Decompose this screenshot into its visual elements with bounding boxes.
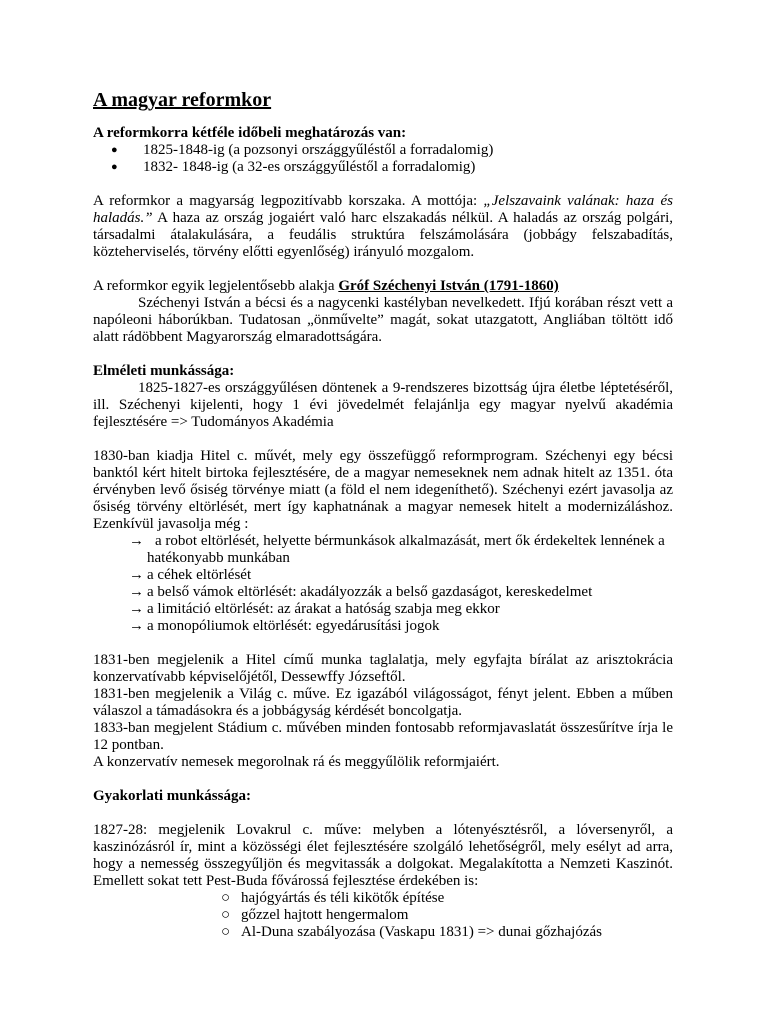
person-name: Gróf Széchenyi István (1791-1860) bbox=[338, 278, 559, 294]
arrow-item: → a limitáció eltörlését: az árakat a hatóság szabja meg ekkor bbox=[129, 601, 500, 617]
arrow-item: → a céhek eltörlését bbox=[129, 567, 252, 583]
paragraph-akademia: 1825-1827-es országgyűlésen döntenek a 9-rendszeres bizottság újra életbe léptetéséről, ill. Széchenyi kijelenti, hogy 1 évi jövedelmét felajánlja egy magyar nyelvű akadémia fejlesztésére => Tudományos Akadémia bbox=[93, 380, 673, 430]
section-heading-gyakorlati: Gyakorlati munkássága: bbox=[93, 788, 251, 804]
paragraph-taglalat: 1831-ben megjelenik a Hitel című munka taglalatja, mely egyfajta bírálat az arisztokrácia konzervatívabb képviselőjétől, Dessewffy Józseftől. bbox=[93, 652, 673, 685]
arrow-item: → a robot eltörlését, helyette bérmunkások alkalmazását, mert ők érdekeltek lennének a hatékonyabb munkában bbox=[129, 533, 665, 566]
paragraph-szechenyi-intro bbox=[93, 278, 673, 295]
arrow-icon: → bbox=[129, 584, 144, 600]
paragraph-motto bbox=[93, 193, 673, 261]
paragraph-hitel: 1830-ban kiadja Hitel c. művét, mely egy összefüggő reformprogram. Széchenyi egy bécsi banktól kért hitelt birtoka fejlesztésére, de a magyar nemeseknek nem adnak hitelt az 1351. óta érvényben levő ősiség törvénye miatt (a föld el nem idegeníthető). Széchenyi ezért javasolja az ősiség törvény eltörlését, mert így kaphatnának a magyar nemesek hitelt a modernizáláshoz. Ezenkívül javasolja még : bbox=[93, 448, 673, 532]
intro-bullet-list bbox=[93, 142, 673, 176]
document-title: A magyar reformkor bbox=[93, 89, 272, 111]
arrow-item: → a monopóliumok eltörlését: egyedárusítási jogok bbox=[129, 618, 440, 634]
bullet-item: ● 1832- 1848-ig (a 32-es országgyűléstől a forradalomig) bbox=[111, 159, 673, 176]
text-run: A reformkor egyik legjelentősebb alakja bbox=[93, 278, 339, 294]
paragraph-lovakrul: 1827-28: megjelenik Lovakrul c. műve: melyben a lótenyésztésről, a lóversenyről, a kaszinózásról ír, mint a közösségi élet fejlesztésére szolgáló lehetőségről, mely esélyt ad arra, hogy a nemesség összegyűljön és megvitassák a dolgokat. Megalakította a Nemzeti Kaszinót. Emellett sokat tett Pest-Buda fővárossá fejlesztése érdekében is: bbox=[93, 822, 673, 889]
text-run: A haza az ország jogaiért való harc elszakadás nélkül. A haladás az ország polgári, társadalmi átalakulására, a feudális struktúra felszámolására (jobbágy felszabadítás, közteherviselés, törvény előtti egyenlőség) irányuló mozgalom. bbox=[93, 210, 673, 260]
text-run: A reformkor a magyarság legpozitívabb korszaka. A mottója: bbox=[93, 193, 484, 209]
arrow-icon: → bbox=[129, 533, 144, 549]
bullet-item: ● 1825-1848-ig (a pozsonyi országgyűléstől a forradalomig) bbox=[111, 142, 673, 159]
intro-heading: A reformkorra kétféle időbeli meghatározás van: bbox=[93, 125, 407, 141]
arrow-icon: → bbox=[129, 601, 144, 617]
circle-list bbox=[93, 890, 673, 941]
circle-item: ○ gőzzel hajtott hengermalom bbox=[221, 907, 673, 924]
arrow-item: → a belső vámok eltörlését: akadályozzák a belső gazdaságot, kereskedelmet bbox=[129, 584, 593, 600]
circle-item: ○ hajógyártás és téli kikötők építése bbox=[221, 890, 673, 907]
arrow-list bbox=[93, 533, 673, 635]
paragraph-stadium: 1833-ban megjelent Stádium c. művében minden fontosabb reformjavaslatát összesűrítve írja le 12 pontban. bbox=[93, 720, 673, 753]
arrow-icon: → bbox=[129, 618, 144, 634]
circle-item: ○ Al-Duna szabályozása (Vaskapu 1831) => dunai gőzhajózás bbox=[221, 924, 673, 941]
paragraph-biography: Széchenyi István a bécsi és a nagycenki kastélyban nevelkedett. Ifjú korában részt vett a napóleoni háborúkban. Tudatosan „önművelte” magát, sokat utazgatott, Angliában töltött idő alatt rádöbbent Magyarország elmaradottságára. bbox=[93, 295, 673, 345]
paragraph-konzervativ: A konzervatív nemesek megorolnak rá és meggyűlölik reformjaiért. bbox=[93, 754, 500, 770]
section-heading-elmeleti: Elméleti munkássága: bbox=[93, 363, 235, 379]
arrow-icon: → bbox=[129, 567, 144, 583]
document-body bbox=[93, 88, 673, 941]
motto-text: „Jelszavaink valának: haza és haladás.” bbox=[93, 193, 674, 226]
paragraph-vilag: 1831-ben megjelenik a Világ c. műve. Ez igazából világosságot, fényt jelent. Ebben a műben válaszol a támadásokra és a jobbágyság kérdését boncolgatja. bbox=[93, 686, 673, 719]
